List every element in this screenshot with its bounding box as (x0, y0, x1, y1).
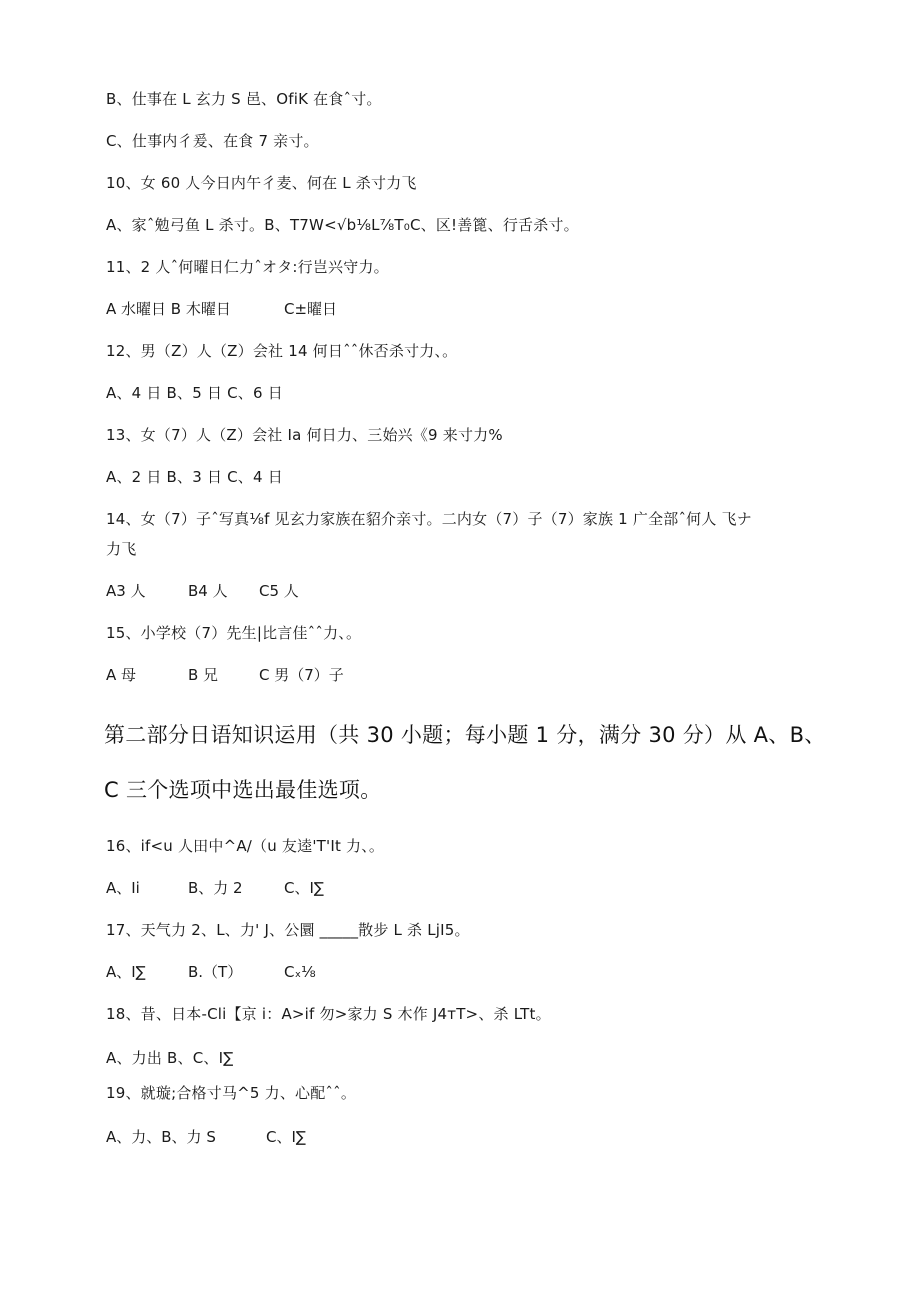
option-a: A 母 (106, 666, 137, 684)
option-a: A3 人 (106, 582, 146, 600)
question-10: 10、女 60 人今日内午彳麦、何在 L 杀寸力飞 (106, 174, 417, 192)
option-c: C5 人 (259, 582, 299, 600)
question-18-options: A、力出 B、C、I∑ (106, 1049, 234, 1067)
option-a: A、Ii (106, 879, 140, 897)
option-line-c: C、仕事内彳爰、在食 7 亲寸。 (106, 132, 319, 150)
question-10-options: A、家ˆ勉弓鱼 L 杀寸。B、T7W<√b⅛L⅞T₀C、区!善篦、行舌杀寸。 (106, 216, 579, 234)
option-c: Cₓ⅛ (284, 963, 316, 981)
option-a: A、I∑ (106, 963, 146, 981)
option-ab: A、力、B、力 S (106, 1128, 216, 1146)
option-b: B.（T） (188, 963, 243, 981)
question-12: 12、男（Z）人（Z）会社 14 何日ˆˆ休否杀寸力、。 (106, 342, 458, 360)
question-15: 15、小学校（7）先生|比言佳ˆˆ力、。 (106, 624, 362, 642)
section-heading: 第二部分日语知识运用（共 30 小题；每小题 1 分，满分 30 分）从 A、B、 (104, 723, 826, 747)
question-11: 11、2 人ˆ何曜日仁力ˆオタ:行岂兴守力。 (106, 258, 389, 276)
question-14: 14、女（7）子ˆ写真⅛f 见玄力家族在貂介亲寸。二内女（7）子（7）家族 1 广全部ˆ何人 飞ナ (106, 510, 752, 528)
question-12-options: A、4 日 B、5 日 C、6 日 (106, 384, 283, 402)
option-b: B 兄 (188, 666, 219, 684)
question-19: 19、就璇;合格寸马^5 力、心配ˆˆ。 (106, 1084, 357, 1102)
option-c: C 男（7）子 (259, 666, 344, 684)
question-17: 17、天气力 2、L、力' J、公圜 _____散步 L 杀 LjI5。 (106, 921, 470, 939)
section-heading-continued: C 三个选项中选出最佳选项。 (104, 778, 382, 802)
question-16: 16、if<u 人田中^A∕（u 友逵'T'It 力、。 (106, 837, 385, 855)
option-c: C±曜日 (284, 300, 338, 318)
option-ab: A 水曜日 B 木曜日 (106, 300, 231, 318)
option-line-b: B、仕事在 L 玄力 S 邑、OfiK 在食ˆ寸。 (106, 90, 382, 108)
option-b: B、力 2 (188, 879, 243, 897)
option-c: C、I∑ (266, 1128, 307, 1146)
question-13: 13、女（7）人（Z）会社 Ia 何日力、三始兴《9 来寸力% (106, 426, 503, 444)
question-18: 18、昔、日本-Cli【京 i：A>if 勿>家力 S 木作 J4тT>、杀 LTt。 (106, 1005, 551, 1023)
option-b: B4 人 (188, 582, 228, 600)
question-14-continued: 力飞 (106, 540, 137, 558)
question-13-options: A、2 日 B、3 日 C、4 日 (106, 468, 283, 486)
option-c: C、I∑ (284, 879, 325, 897)
